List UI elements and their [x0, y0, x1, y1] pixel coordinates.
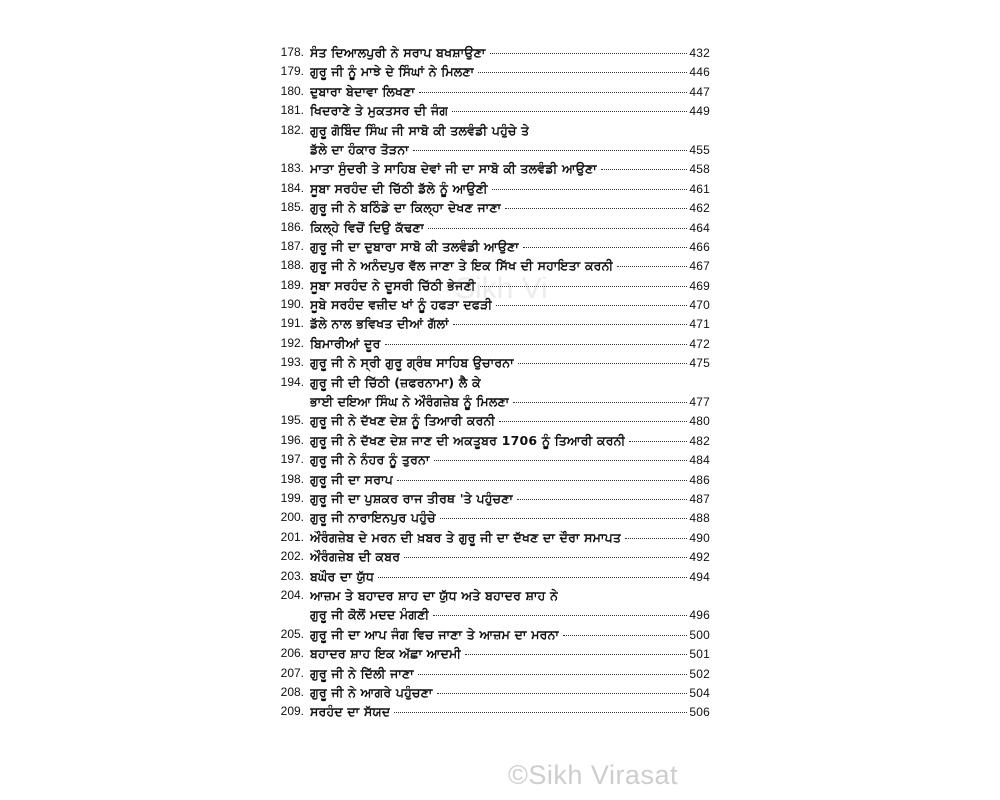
toc-entry: [270, 528, 710, 547]
toc-entry-number: 205.: [280, 626, 304, 641]
toc-entry-text: [310, 470, 710, 490]
toc-page-number: 472: [689, 336, 710, 351]
toc-entry: [270, 508, 710, 527]
toc-entry-number: 195.: [280, 413, 304, 428]
toc-entry-title: ਸਰਹੰਦ ਦਾ ਸੱਯਦ: [310, 704, 391, 720]
toc-page-number: 494: [689, 569, 710, 584]
dot-leader: [452, 110, 687, 112]
toc-page-number: 486: [689, 472, 710, 487]
toc-page-number: 475: [689, 356, 710, 371]
toc-entry-number: 206.: [280, 646, 304, 661]
toc-entry-text: [310, 101, 710, 121]
toc-entry-title: ਸੂਬੇ ਸਰਹੰਦ ਵਜ਼ੀਦ ਖਾਂ ਨੂੰ ਹਫੜਾ ਦਫੜੀ: [310, 297, 493, 313]
toc-page-number: 496: [689, 608, 710, 623]
dot-leader: [404, 556, 687, 558]
toc-line: [270, 683, 710, 702]
toc-entry: [270, 411, 710, 430]
toc-page-number: 490: [689, 530, 710, 545]
dot-leader: [419, 91, 687, 93]
toc-line: [270, 605, 710, 624]
toc-entry-text: [310, 295, 710, 315]
toc-line: [270, 625, 710, 644]
dot-leader: [465, 653, 687, 655]
toc-entry-text: [310, 256, 710, 276]
toc-line: [270, 702, 710, 721]
toc-page-number: 464: [689, 220, 710, 235]
toc-entry-text: [310, 644, 710, 664]
toc-line: [270, 334, 710, 353]
toc-entry-number: 192.: [280, 335, 304, 350]
toc-line: [270, 450, 710, 469]
toc-entry: [270, 276, 710, 295]
toc-entry-title: ਗੁਰੂ ਜੀ ਨੇ ਦੱਖਣ ਦੇਸ਼ ਜਾਣ ਦੀ ਅਕਤੂਬਰ 1706 ਨੂੰ ਤਿਆਰੀ ਕਰਨੀ: [310, 432, 626, 448]
dot-leader: [629, 440, 687, 442]
toc-entry: [270, 295, 710, 314]
toc-entry-number: 184.: [280, 180, 304, 195]
table-of-contents: [270, 43, 710, 722]
toc-entry-title: ਸੂਬਾ ਸਰਹੰਦ ਦੀ ਚਿੱਠੀ ਡੱਲੇ ਨੂੰ ਆਉਣੀ: [310, 180, 488, 196]
toc-entry: [270, 644, 710, 663]
toc-page-number: 446: [689, 65, 710, 80]
toc-entry-text: [310, 373, 710, 392]
toc-entry-title: ਔਰੰਗਜ਼ੇਬ ਦੀ ਕਬਰ: [310, 549, 401, 565]
toc-entry: [270, 431, 710, 450]
dot-leader: [385, 343, 688, 345]
toc-entry-text: [310, 547, 710, 567]
toc-entry-title: ਔਰੰਗਜ਼ੇਬ ਦੇ ਮਰਨ ਦੀ ਖ਼ਬਰ ਤੇ ਗੁਰੂ ਜੀ ਦਾ ਦੱਖਣ ਦਾ ਦੌਰਾ ਸਮਾਪਤ: [310, 529, 622, 545]
toc-entry-text: [310, 431, 710, 451]
dot-leader: [453, 323, 688, 325]
toc-entry-title: ਬਹਾਦਰ ਸ਼ਾਹ ਇਕ ਅੱਛਾ ਆਦਮੀ: [310, 646, 462, 662]
toc-entry-title: ਗੁਰੂ ਜੀ ਨੇ ਬਠਿੰਡੇ ਦਾ ਕਿਲ੍ਹਾ ਦੇਖਣ ਜਾਣਾ: [310, 200, 502, 216]
dot-leader: [434, 459, 688, 461]
toc-entry-number: 179.: [280, 64, 304, 79]
toc-entry-title: ਗੁਰੂ ਜੀ ਕੋਲੋਂ ਮਦਦ ਮੰਗਣੀ: [310, 607, 430, 623]
toc-entry-text: [310, 334, 710, 354]
toc-line: [270, 82, 710, 101]
toc-entry-text: [310, 121, 710, 140]
toc-line: [270, 489, 710, 508]
toc-entry-title: ਡੱਲੇ ਨਾਲ ਭਵਿਖਤ ਦੀਆਂ ਗੱਲਾਂ: [310, 316, 449, 332]
toc-page-number: 482: [689, 433, 710, 448]
toc-entry-title: ਗੁਰੂ ਜੀ ਦਾ ਆਪ ਜੰਗ ਵਿਚ ਜਾਣਾ ਤੇ ਆਜ਼ਮ ਦਾ ਮਰਨਾ: [310, 626, 560, 642]
toc-entry-title: ਬਿਮਾਰੀਆਂ ਦੂਰ: [310, 335, 381, 351]
toc-entry-text: [310, 625, 710, 645]
toc-line: [270, 276, 710, 295]
toc-entry: [270, 334, 710, 353]
dot-leader: [440, 517, 688, 519]
toc-entry: [270, 450, 710, 469]
toc-entry-number: 207.: [280, 665, 304, 680]
toc-entry: [270, 101, 710, 120]
toc-entry-text: [310, 62, 710, 82]
toc-page-number: 471: [689, 317, 710, 332]
toc-entry-number: 198.: [280, 471, 304, 486]
toc-entry-number: 202.: [280, 549, 304, 564]
toc-line: [270, 431, 710, 450]
toc-line: [270, 353, 710, 372]
faint-watermark: Sikh Vi: [455, 272, 548, 305]
toc-entry-title: ਗੁਰੂ ਜੀ ਦਾ ਸਰਾਪ: [310, 471, 393, 487]
toc-page-number: 432: [689, 46, 710, 60]
toc-entry-title: ਦੁਬਾਰਾ ਬੇਦਾਵਾ ਲਿਖਣਾ: [310, 83, 416, 99]
toc-entry-text: [310, 567, 710, 587]
toc-entry-text: [310, 605, 710, 625]
toc-page-number: 469: [689, 278, 710, 293]
toc-entry-number: 191.: [280, 316, 304, 331]
dot-leader: [625, 537, 687, 539]
toc-line: [270, 43, 710, 62]
toc-entry: [270, 43, 710, 62]
toc-entry-number: 182.: [280, 122, 304, 137]
dot-leader: [478, 71, 687, 73]
toc-line: [270, 528, 710, 547]
toc-entry-number: 209.: [280, 704, 304, 719]
toc-line: [270, 586, 710, 605]
dot-leader: [517, 498, 687, 500]
toc-line: [270, 295, 710, 314]
toc-entry: [270, 218, 710, 237]
toc-entry-text: [310, 237, 710, 257]
toc-entry: [270, 567, 710, 586]
toc-page-number: 462: [689, 201, 710, 216]
toc-page-number: 502: [689, 666, 710, 681]
toc-entry-number: 204.: [280, 587, 304, 602]
toc-entry-text: [310, 218, 710, 238]
toc-entry-title: ਗੁਰੂ ਜੀ ਨੂੰ ਮਾਝੇ ਦੇ ਸਿੰਘਾਂ ਨੇ ਮਿਲਣਾ: [310, 64, 475, 80]
toc-entry-title: ਗੁਰੂ ਜੀ ਨੇ ਸ੍ਰੀ ਗੁਰੂ ਗ੍ਰੰਥ ਸਾਹਿਬ ਉਚਾਰਨਾ: [310, 355, 514, 371]
toc-entry: [270, 256, 710, 275]
toc-entry-number: 185.: [280, 200, 304, 215]
toc-entry-title: ਭਾਈ ਦਇਆ ਸਿੰਘ ਨੇ ਔਰੰਗਜ਼ੇਬ ਨੂੰ ਮਿਲਣਾ: [310, 394, 510, 410]
toc-entry-text: [310, 82, 710, 102]
toc-entry: [270, 82, 710, 101]
toc-entry: [270, 625, 710, 644]
toc-line: [270, 237, 710, 256]
dot-leader: [480, 285, 688, 287]
dot-leader: [490, 52, 688, 54]
copyright-watermark: ©Sikh Virasat: [508, 760, 678, 790]
toc-page-number: 458: [689, 162, 710, 177]
toc-line: [270, 547, 710, 566]
toc-entry-title: ਗੁਰੂ ਜੀ ਨੇ ਦੱਖਣ ਦੇਸ਼ ਨੂੰ ਤਿਆਰੀ ਕਰਨੀ: [310, 413, 496, 429]
dot-leader: [523, 246, 687, 248]
toc-line: [270, 411, 710, 430]
toc-entry-number: 193.: [280, 355, 304, 370]
toc-entry: [270, 314, 710, 333]
dot-leader: [378, 576, 687, 578]
toc-entry: [270, 159, 710, 178]
dot-leader: [433, 614, 687, 616]
toc-entry-title: ਗੁਰੂ ਜੀ ਦੀ ਚਿੱਠੀ (ਜ਼ਫਰਨਾਮਾ) ਲੈ ਕੇ: [310, 374, 481, 390]
toc-entry-title: ਸੰਤ ਦਿਆਲਪੁਰੀ ਨੇ ਸਰਾਪ ਬਖਸ਼ਾਉਣਾ: [310, 45, 486, 60]
toc-entry-text: [310, 179, 710, 199]
toc-entry-text: [310, 702, 710, 722]
toc-entry-number: 200.: [280, 510, 304, 525]
toc-entry-title: ਖਿਦਰਾਣੇ ਤੇ ਮੁਕਤਸਰ ਦੀ ਜੰਗ: [310, 103, 449, 119]
toc-entry: [270, 664, 710, 683]
toc-entry-title: ਗੁਰੂ ਜੀ ਨੇ ਆਗਰੇ ਪਹੁੰਚਣਾ: [310, 684, 433, 700]
dot-leader: [563, 634, 687, 636]
toc-entry-number: 181.: [280, 103, 304, 118]
toc-entry: [270, 198, 710, 217]
toc-entry-number: 187.: [280, 238, 304, 253]
toc-line: [270, 179, 710, 198]
toc-entry: [270, 586, 710, 625]
toc-page-number: 447: [689, 84, 710, 99]
dot-leader: [601, 168, 687, 170]
toc-entry-number: 186.: [280, 219, 304, 234]
toc-line: [270, 644, 710, 663]
toc-entry-number: 201.: [280, 529, 304, 544]
toc-line: [270, 159, 710, 178]
toc-entry-number: 203.: [280, 568, 304, 583]
toc-page-number: 500: [689, 627, 710, 642]
toc-line: [270, 218, 710, 237]
toc-line: [270, 567, 710, 586]
toc-entry-number: 180.: [280, 83, 304, 98]
dot-leader: [617, 265, 687, 267]
toc-entry-number: 199.: [280, 490, 304, 505]
toc-page-number: 480: [689, 414, 710, 429]
toc-page-number: 470: [689, 298, 710, 313]
toc-entry: [270, 702, 710, 721]
toc-entry-title: ਬਘੌਰ ਦਾ ਯੁੱਧ: [310, 568, 375, 584]
toc-entry: [270, 121, 710, 160]
toc-entry-title: ਗੁਰੂ ਜੀ ਦਾ ਦੁਬਾਰਾ ਸਾਬੋ ਕੀ ਤਲਵੰਡੀ ਆਉਣਾ: [310, 238, 519, 254]
toc-entry: [270, 470, 710, 489]
toc-line: [270, 392, 710, 411]
toc-entry: [270, 489, 710, 508]
toc-line: [270, 140, 710, 159]
dot-leader: [413, 149, 687, 151]
toc-entry-title: ਮਾਤਾ ਸੁੰਦਰੀ ਤੇ ਸਾਹਿਬ ਦੇਵਾਂ ਜੀ ਦਾ ਸਾਬੋ ਕੀ ਤਲਵੰਡੀ ਆਉਣਾ: [310, 161, 597, 177]
toc-entry: [270, 683, 710, 702]
toc-entry-text: [310, 528, 710, 548]
toc-entry: [270, 179, 710, 198]
toc-page-number: 477: [689, 395, 710, 410]
toc-line: [270, 121, 710, 140]
toc-page-number: 488: [689, 511, 710, 526]
toc-entry-text: [310, 353, 710, 373]
toc-page-number: 455: [689, 142, 710, 157]
dot-leader: [397, 479, 687, 481]
toc-entry-number: 188.: [280, 258, 304, 273]
toc-entry-text: [310, 664, 710, 684]
toc-line: [270, 198, 710, 217]
toc-entry-number: 194.: [280, 374, 304, 389]
toc-entry-title: ਆਜ਼ਮ ਤੇ ਬਹਾਦਰ ਸ਼ਾਹ ਦਾ ਯੁੱਧ ਅਤੇ ਬਹਾਦਰ ਸ਼ਾਹ ਨੇ: [310, 587, 559, 603]
toc-entry-title: ਗੁਰੂ ਜੀ ਨੇ ਅਨੰਦਪੁਰ ਵੱਲ ਜਾਣਾ ਤੇ ਇਕ ਸਿੱਖ ਦੀ ਸਹਾਇਤਾ ਕਰਨੀ: [310, 258, 614, 274]
toc-entry-number: 178.: [280, 45, 304, 59]
toc-line: [270, 101, 710, 120]
toc-entry-number: 189.: [280, 277, 304, 292]
toc-entry-title: ਸੂਬਾ ਸਰਹੰਦ ਨੇ ਦੂਸਰੀ ਚਿੱਠੀ ਭੇਜਣੀ: [310, 277, 476, 293]
toc-entry-title: ਕਿਲ੍ਹੇ ਵਿਚੋਂ ਦਿਉ ਕੱਢਣਾ: [310, 219, 425, 235]
toc-page-number: 492: [689, 550, 710, 565]
toc-entry: [270, 373, 710, 412]
dot-leader: [418, 673, 687, 675]
toc-page-number: 484: [689, 453, 710, 468]
toc-entry: [270, 237, 710, 256]
dot-leader: [394, 711, 687, 713]
toc-entry-text: [310, 198, 710, 218]
toc-entry: [270, 353, 710, 372]
toc-entry-text: [310, 159, 710, 179]
toc-line: [270, 62, 710, 81]
toc-entry: [270, 62, 710, 81]
toc-entry-number: 196.: [280, 432, 304, 447]
dot-leader: [499, 420, 687, 422]
toc-line: [270, 508, 710, 527]
toc-entry-title: ਗੁਰੂ ਜੀ ਨੇ ਨੰਹਰ ਨੂੰ ਤੁਰਨਾ: [310, 452, 430, 468]
toc-entry-text: [310, 450, 710, 470]
toc-entry-text: [310, 314, 710, 334]
toc-entry-text: [310, 276, 710, 296]
toc-entry-number: 183.: [280, 161, 304, 176]
toc-page-number: 506: [689, 705, 710, 720]
toc-page-number: 466: [689, 239, 710, 254]
toc-entry-title: ਡੱਲੇ ਦਾ ਹੰਕਾਰ ਤੋੜਨਾ: [310, 141, 409, 157]
toc-page-number: 461: [689, 181, 710, 196]
toc-page-number: 467: [689, 259, 710, 274]
dot-leader: [492, 188, 688, 190]
toc-entry-text: [310, 683, 710, 703]
toc-line: [270, 256, 710, 275]
dot-leader: [437, 692, 688, 694]
toc-page-number: 501: [689, 647, 710, 662]
toc-line: [270, 314, 710, 333]
toc-entry-text: [310, 489, 710, 509]
toc-line: [270, 373, 710, 392]
toc-entry-number: 190.: [280, 297, 304, 312]
toc-entry-title: ਗੁਰੂ ਗੋਬਿੰਦ ਸਿੰਘ ਜੀ ਸਾਬੋ ਕੀ ਤਲਵੰਡੀ ਪਹੁੰਚੇ ਤੇ: [310, 122, 530, 138]
toc-entry-text: [310, 140, 710, 160]
dot-leader: [496, 304, 687, 306]
toc-entry-title: ਗੁਰੂ ਜੀ ਦਾ ਪੁਸ਼ਕਰ ਰਾਜ ਤੀਰਥ 'ਤੇ ਪਹੁੰਚਣਾ: [310, 490, 514, 506]
toc-entry-text: [310, 392, 710, 412]
dot-leader: [518, 362, 687, 364]
toc-entry-title: ਗੁਰੂ ਜੀ ਨਾਰਾਇਨਪੁਰ ਪਹੁੰਚੇ: [310, 510, 436, 526]
toc-line: [270, 664, 710, 683]
toc-line: [270, 470, 710, 489]
dot-leader: [505, 207, 687, 209]
toc-entry-number: 208.: [280, 684, 304, 699]
toc-entry-title: ਗੁਰੂ ਜੀ ਨੇ ਦਿੱਲੀ ਜਾਣਾ: [310, 665, 414, 681]
toc-entry-number: 197.: [280, 452, 304, 467]
toc-entry: [270, 547, 710, 566]
toc-entry-text: [310, 508, 710, 528]
toc-entry-text: [310, 43, 710, 63]
toc-page-number: 504: [689, 685, 710, 700]
toc-page-number: 487: [689, 491, 710, 506]
dot-leader: [513, 401, 687, 403]
toc-entry-text: [310, 411, 710, 431]
dot-leader: [428, 227, 687, 229]
toc-entry-text: [310, 586, 710, 605]
toc-page-number: 449: [689, 104, 710, 119]
